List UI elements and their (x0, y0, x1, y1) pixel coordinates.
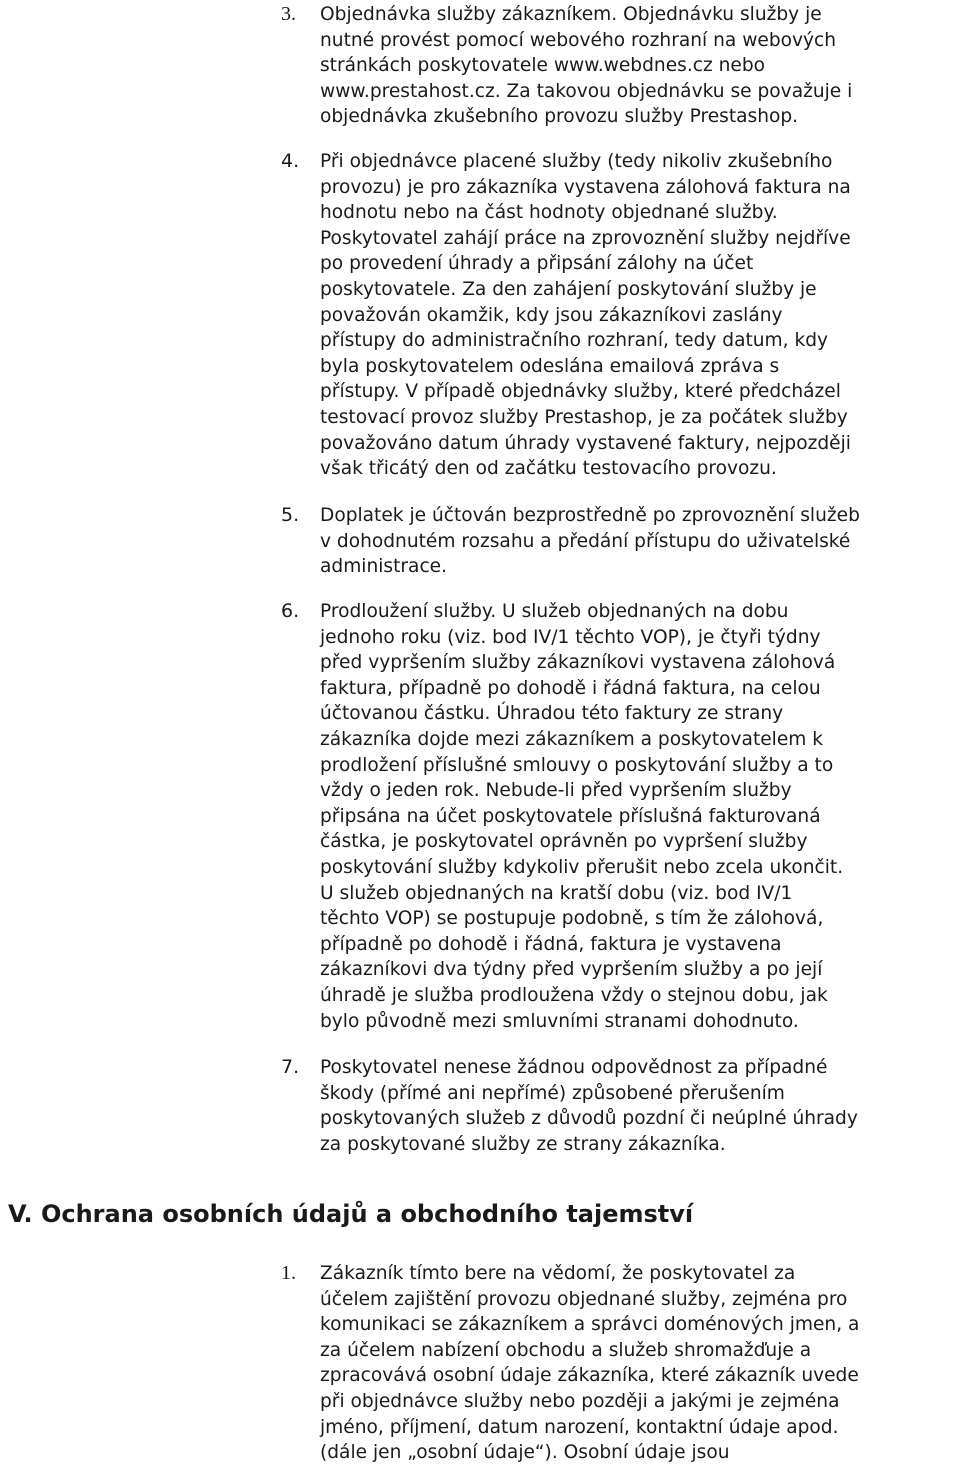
text-line: byla poskytovatelem odeslána emailová zpráva s (320, 355, 780, 377)
item-number: 3. (281, 3, 296, 25)
text-line: zákazníka dojde mezi zákazníkem a poskytovatelem k (320, 728, 824, 750)
text-line: (dále jen „osobní údaje“). Osobní údaje jsou (320, 1442, 730, 1464)
item-number: 6. (281, 600, 300, 622)
text-line: účelem zajištění provozu objednané služby, zejména pro (320, 1288, 848, 1310)
text-line: těchto VOP) se postupuje podobně, s tím že zálohová, (320, 908, 824, 930)
text-line: při objednávce služby nebo později a jakými je zejména (320, 1390, 840, 1412)
text-line: poskytovatele. Za den zahájení poskytování služby je (320, 278, 817, 300)
item-number: 4. (281, 150, 300, 172)
text-line: poskytovaných služeb z důvodů pozdní či neúplné úhrady (320, 1108, 858, 1130)
item-number: 5. (281, 504, 300, 526)
text-line: bylo původně mezi smluvními stranami dohodnuto. (320, 1010, 799, 1032)
text-line: považováno datum úhrady vystavené faktury, nejpozději (320, 432, 851, 454)
text-line: přístupy. V případě objednávky služby, které předcházel (320, 381, 841, 403)
text-line: účtovanou částku. Úhradou této faktury ze strany (320, 703, 784, 725)
text-line: úhradě je služba prodloužena vždy o stejnou dobu, jak (320, 984, 828, 1006)
text-line: stránkách poskytovatele www.webdnes.cz nebo (320, 55, 766, 77)
text-line: Doplatek je účtován bezprostředně po zprovoznění služeb (320, 505, 860, 526)
item-text (320, 1261, 940, 1466)
text-line: Prodloužení služby. U služeb objednaných na dobu (320, 601, 789, 622)
item-number: 7. (281, 1056, 300, 1078)
text-line: zákazníkovi dva týdny před vypršením služby a po její (320, 959, 823, 981)
text-line: administrace. (320, 556, 448, 578)
item-text (320, 149, 940, 482)
text-line: částka, je poskytovatel oprávněn po vypršení služby (320, 831, 808, 853)
text-line: považován okamžik, kdy jsou zákazníkovi zaslány (320, 304, 783, 326)
text-line: za účelem nabízení obchodu a služeb shromažďuje a (320, 1339, 812, 1361)
text-line: jméno, příjmení, datum narození, kontaktní údaje apod. (320, 1416, 839, 1438)
text-line: za poskytované služby ze strany zákazníka. (320, 1133, 726, 1155)
text-line: U služeb objednaných na kratší dobu (viz. bod IV/1 (320, 882, 793, 904)
text-line: Objednávka služby zákazníkem. Objednávku služby je (320, 4, 822, 25)
text-line: vždy o jeden rok. Nebude-li před vypršením služby (320, 780, 792, 802)
item-number: 1. (281, 1262, 296, 1284)
item-text (320, 1055, 940, 1157)
text-line: po provedení úhrady a připsání zálohy na účet (320, 253, 754, 275)
text-line: přístupy do administračního rozhraní, tedy datum, kdy (320, 330, 829, 352)
text-line: Poskytovatel zahájí práce na zprovoznění služby nejdříve (320, 227, 851, 249)
text-line: faktura, případně po dohodě i řádná faktura, na celou (320, 677, 821, 699)
item-text (320, 503, 940, 580)
text-line: testovací provoz služby Prestashop, je za počátek služby (320, 406, 848, 428)
item-text (320, 599, 940, 1034)
text-line: komunikaci se zákazníkem a správci doménových jmen, a (320, 1314, 860, 1336)
text-line: Při objednávce placené služby (tedy nikoliv zkušebního (320, 151, 833, 172)
text-line: Zákazník tímto bere na vědomí, že poskytovatel za (320, 1263, 796, 1284)
text-line: zpracovává osobní údaje zákazníka, které zákazník uvede (320, 1365, 859, 1387)
text-line: provozu) je pro zákazníka vystavena zálohová faktura na (320, 176, 851, 198)
text-line: prodložení příslušné smlouvy o poskytování služby a to (320, 754, 834, 776)
text-line: jednoho roku (viz. bod IV/1 těchto VOP), je čtyři týdny (320, 626, 821, 648)
text-line: případně po dohodě i řádná, faktura je vystavena (320, 933, 782, 955)
section-heading: V. Ochrana osobních údajů a obchodního tajemství (8, 1200, 694, 1228)
text-line: Poskytovatel nenese žádnou odpovědnost za případné (320, 1057, 828, 1078)
text-line: www.prestahost.cz. Za takovou objednávku se považuje i (320, 80, 853, 102)
text-line: však třicátý den od začátku testovacího provozu. (320, 458, 777, 480)
text-line: připsána na účet poskytovatele příslušná fakturovaná (320, 805, 821, 827)
text-line: škody (přímé ani nepřímé) způsobené přerušením (320, 1082, 785, 1104)
text-line: hodnotu nebo na část hodnoty objednané služby. (320, 202, 778, 224)
text-line: před vypršením služby zákazníkovi vystavena zálohová (320, 652, 836, 674)
item-text (320, 2, 940, 130)
text-line: nutné provést pomocí webového rozhraní na webových (320, 29, 837, 51)
text-line: objednávka zkušebního provozu služby Prestashop. (320, 106, 799, 128)
text-line: poskytování služby kdykoliv přerušit nebo zcela ukončit. (320, 856, 844, 878)
text-line: v dohodnutém rozsahu a předání přístupu do uživatelské (320, 530, 851, 552)
